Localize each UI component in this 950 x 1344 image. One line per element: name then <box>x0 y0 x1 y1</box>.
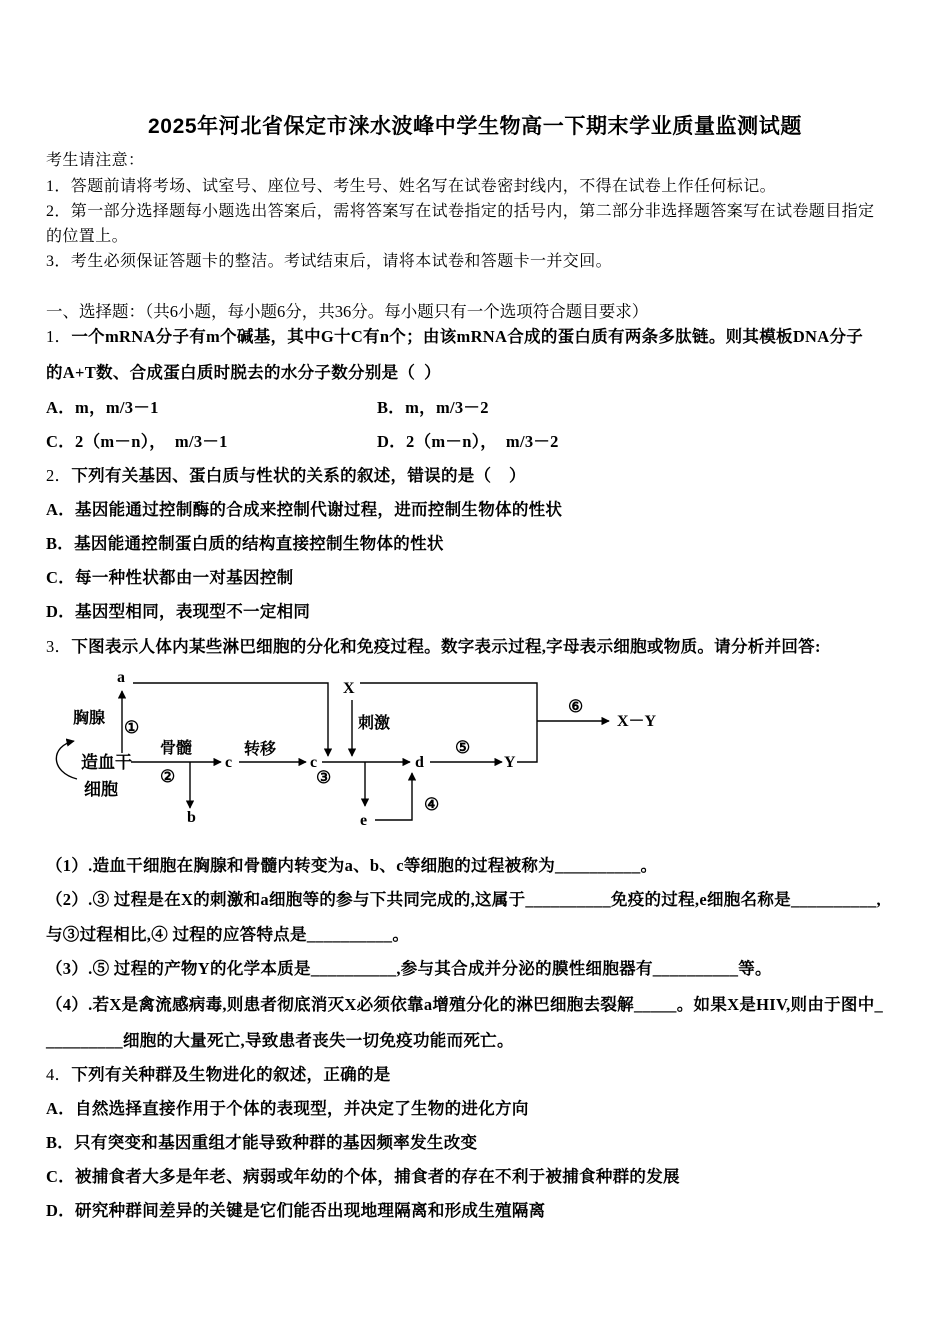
question-1-stem-cont: 的A+T数、合成蛋白质时脱去的水分子数分别是（ ） <box>46 363 441 382</box>
option-label: B． <box>46 1133 75 1152</box>
question-4-option-c <box>46 1167 680 1187</box>
option-text: 2（m－n）， m/3－2 <box>406 432 559 451</box>
question-text: 一个mRNA分子有m个碱基，其中G十C有n个；由该mRNA合成的蛋白质有两条多肽链。则其模板DNA分子 <box>71 327 864 346</box>
label-c-2: c <box>310 754 318 771</box>
option-label: B． <box>377 398 406 417</box>
question-2-stem <box>46 466 526 486</box>
option-label: C． <box>46 432 76 451</box>
question-number: 2． <box>46 466 72 485</box>
question-number: 1． <box>46 327 72 346</box>
sub-question-2: （2）.③ 过程是在X的刺激和a细胞等的参与下共同完成的,这属于__________免疫的过程,e细胞名称是__________, <box>46 890 881 909</box>
option-text: 2（m－n）， m/3－1 <box>75 432 228 451</box>
sub-question-4-cont: _________细胞的大量死亡,导致患者丧失一切免疫功能而死亡。 <box>46 1031 514 1050</box>
question-2-option-d <box>46 602 310 622</box>
option-label: D． <box>377 432 407 451</box>
question-1-option-b <box>377 398 489 418</box>
option-label: D． <box>46 1201 76 1220</box>
option-label: C． <box>46 568 76 587</box>
question-3-stem <box>46 637 821 657</box>
lymphocyte-differentiation-diagram <box>0 660 700 840</box>
question-text: 下列有关基因、蛋白质与性状的关系的叙述，错误的是（ ） <box>71 466 526 485</box>
sub-question-2-cont: 与③过程相比,④ 过程的应答特点是__________。 <box>46 925 410 944</box>
question-2-option-a <box>46 500 562 520</box>
option-text: 被捕食者大多是年老、病弱或年幼的个体，捕食者的存在不利于被捕食种群的发展 <box>75 1167 680 1186</box>
question-4-option-a <box>46 1099 529 1119</box>
question-4-stem <box>46 1065 391 1085</box>
option-text: 基因能通过控制酶的合成来控制代谢过程，进而控制生物体的性状 <box>75 500 563 519</box>
option-label: B． <box>46 534 75 553</box>
arrow-e-to-d <box>375 773 412 820</box>
option-text: 研究种群间差异的关键是它们能否出现地理隔离和形成生殖隔离 <box>75 1201 546 1220</box>
label-transfer: 转移 <box>244 741 277 758</box>
label-x-y: X－Y <box>617 713 657 730</box>
option-text: m，m/3－2 <box>405 398 489 417</box>
question-1-option-c <box>46 432 228 452</box>
self-renewal-curved-arrow <box>56 741 77 779</box>
notice-heading: 考生请注意： <box>46 152 145 169</box>
question-number: 4． <box>46 1065 72 1084</box>
option-text: 基因能通控制蛋白质的结构直接控制生物体的性状 <box>74 534 444 553</box>
label-stem-cell-line2: 细胞 <box>84 780 118 799</box>
sub-question-1: （1）.造血干细胞在胸腺和骨髓内转变为a、b、c等细胞的过程被称为__________。 <box>46 856 658 875</box>
option-text: 基因型相同，表现型不一定相同 <box>75 602 311 621</box>
option-label: A． <box>46 500 76 519</box>
question-number: 3． <box>46 637 72 656</box>
label-thymus: 胸腺 <box>73 710 106 727</box>
question-2-option-b <box>46 534 444 554</box>
notice-line-2: 2．第一部分选择题每小题选出答案后，需将答案写在试卷指定的括号内，第二部分非选择题答案写在试卷题目指定 <box>46 203 875 220</box>
label-step-1: ① <box>124 718 140 737</box>
option-text: 只有突变和基因重组才能导致种群的基因频率发生改变 <box>74 1133 478 1152</box>
notice-line-1: 1．答题前请将考场、试室号、座位号、考生号、姓名写在试卷密封线内，不得在试卷上作任何标记。 <box>46 178 777 195</box>
label-step-5: ⑤ <box>455 738 471 757</box>
option-text: m，m/3－1 <box>75 398 159 417</box>
sub-question-4: （4）.若X是禽流感病毒,则患者彻底消灭X必须依靠a增殖分化的淋巴细胞去裂解_____。如果X是HIV,则由于图中_ <box>46 995 884 1014</box>
option-label: C． <box>46 1167 76 1186</box>
option-label: D． <box>46 602 76 621</box>
label-stimulus: 刺激 <box>358 715 391 732</box>
label-step-4: ④ <box>424 795 440 814</box>
label-d: d <box>415 754 424 771</box>
sub-question-3: （3）.⑤ 过程的产物Y的化学本质是__________,参与其合成并分泌的膜性细胞器有__________等。 <box>46 959 772 978</box>
question-4-option-b <box>46 1133 477 1153</box>
question-text: 下列有关种群及生物进化的叙述，正确的是 <box>71 1065 391 1084</box>
label-y: Y <box>504 754 516 771</box>
option-label: A． <box>46 398 76 417</box>
section-heading: 一、选择题：（共6小题，每小题6分，共36分。每小题只有一个选项符合题目要求） <box>46 302 649 321</box>
question-2-option-c <box>46 568 293 588</box>
label-a: a <box>117 669 125 686</box>
label-step-3: ③ <box>316 768 332 787</box>
option-label: A． <box>46 1099 76 1118</box>
label-e: e <box>360 812 368 829</box>
option-text: 每一种性状都由一对基因控制 <box>75 568 294 587</box>
option-text: 自然选择直接作用于个体的表现型，并决定了生物的进化方向 <box>75 1099 529 1118</box>
label-step-6: ⑥ <box>568 697 584 716</box>
notice-line-3: 3．考生必须保证答题卡的整洁。考试结束后，请将本试卷和答题卡一并交回。 <box>46 253 613 270</box>
label-c-1: c <box>225 754 233 771</box>
label-stem-cell-line1: 造血干 <box>81 753 132 772</box>
question-1-stem <box>46 327 863 347</box>
notice-line-2-cont: 的位置上。 <box>46 228 129 245</box>
question-1-option-a <box>46 398 159 418</box>
page-title: 2025年河北省保定市涞水波峰中学生物高一下期末学业质量监测试题 <box>148 115 802 138</box>
question-4-option-d <box>46 1201 545 1221</box>
label-b: b <box>187 809 196 826</box>
question-text: 下图表示人体内某些淋巴细胞的分化和免疫过程。数字表示过程,字母表示细胞或物质。请分析并回答: <box>71 637 821 656</box>
question-1-option-d <box>377 432 559 452</box>
label-step-2: ② <box>160 767 176 786</box>
label-x: X <box>343 680 355 697</box>
label-bone-marrow: 骨髓 <box>160 740 193 757</box>
